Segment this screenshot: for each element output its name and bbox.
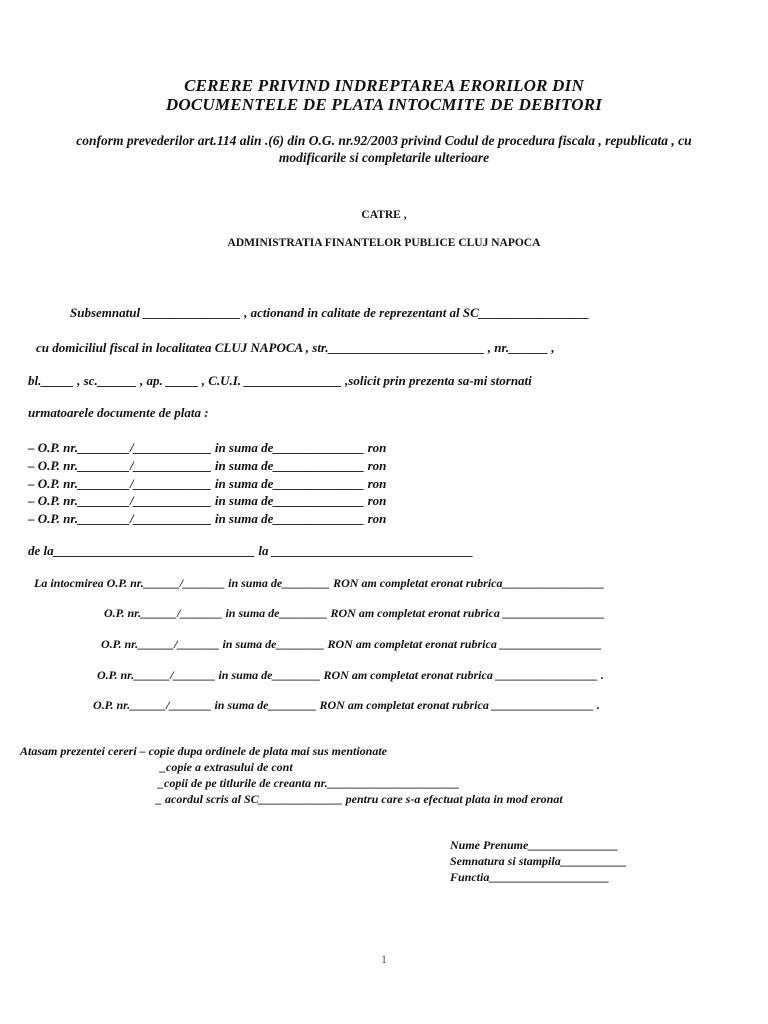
error-line: La intocmirea O.P. nr.______/_______ in suma de________ RON am completat eronat rubrica_________________ [34,576,605,590]
body-line-3: bl._____ , sc.______ , ap. _____ , C.U.I. _______________ ,solicit prin prezenta sa-mi stornati [28,373,532,388]
error-line: O.P. nr.______/_______ in suma de________ RON am completat eronat rubrica _________________ . [97,668,604,682]
body-line-1: Subsemnatul _______________ , actionand in calitate de reprezentant al SC_________________ [70,305,590,320]
attachments-line-2: _copie a extrasului de cont [160,760,293,774]
body-line-4: urmatoarele documente de plata : [28,405,209,420]
attachments-line-3: _copii de pe titlurile de creanta nr.______________________ [158,776,460,790]
signature-function: Functia____________________ [450,870,610,884]
op-list-item: – O.P. nr.________/____________ in suma de______________ ron [28,476,387,491]
attachments-line-1: Atasam prezentei cereri – copie dupa ordinele de plata mai sus mentionate [20,744,387,758]
signature-name: Nume Prenume_______________ [450,838,619,852]
op-list-item: – O.P. nr.________/____________ in suma de______________ ron [28,493,387,508]
addressee-institution: ADMINISTRATIA FINANTELOR PUBLICE CLUJ NAPOCA [227,237,541,249]
error-line: O.P. nr.______/_______ in suma de________ RON am completat eronat rubrica _________________ . [93,698,600,712]
title-line-1: CERERE PRIVIND INDREPTAREA ERORILOR DIN [184,76,584,95]
page-number: 1 [381,952,387,966]
error-line: O.P. nr.______/_______ in suma de________ RON am completat eronat rubrica _________________ [101,637,602,651]
error-line: O.P. nr.______/_______ in suma de________ RON am completat eronat rubrica _________________ [104,606,605,620]
legal-line-2: modificarile si completarile ulterioare [278,150,490,165]
signature-stamp: Semnatura si stampila___________ [450,854,627,868]
op-list-item: – O.P. nr.________/____________ in suma de______________ ron [28,440,387,455]
addressee-to: CATRE , [361,209,407,221]
attachments-line-4: _ acordul scris al SC______________ pentru care s-a efectuat plata in mod eronat [156,792,563,806]
date-range: de la_______________________________ la _______________________________ [28,543,474,558]
body-line-2: cu domiciliul fiscal in localitatea CLUJ NAPOCA , str.________________________ , nr.______ , [36,340,555,355]
legal-line-1: conform prevederilor art.114 alin .(6) din O.G. nr.92/2003 privind Codul de procedura fiscala , republicata , cu [76,133,692,148]
op-list-item: – O.P. nr.________/____________ in suma de______________ ron [28,458,387,473]
title-line-2: DOCUMENTELE DE PLATA INTOCMITE DE DEBITORI [165,95,603,114]
op-list-item: – O.P. nr.________/____________ in suma de______________ ron [28,511,387,526]
